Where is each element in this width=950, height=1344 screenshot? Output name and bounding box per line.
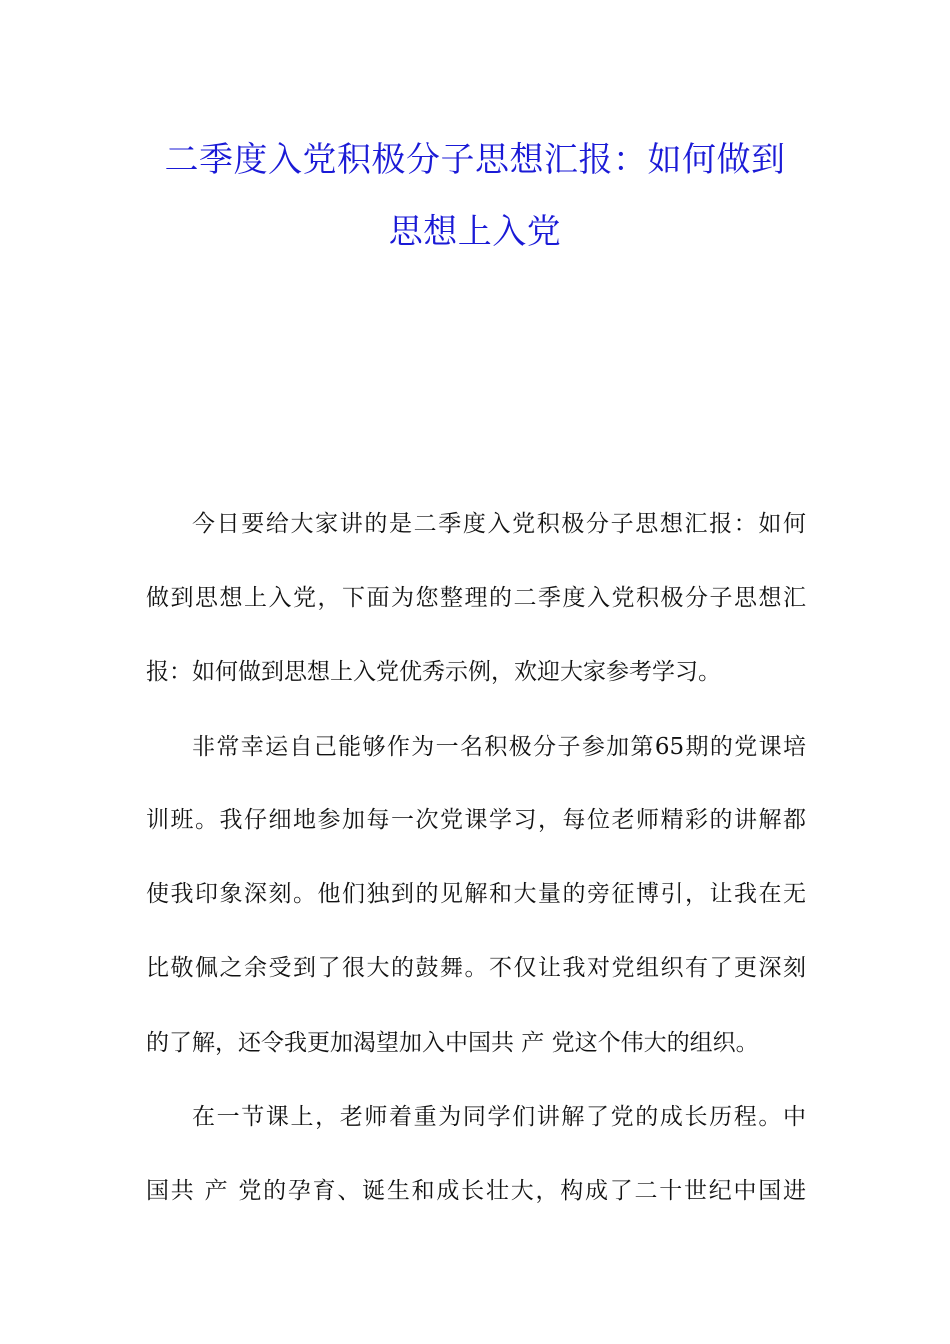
paragraph-1-line-2: 做到思想上入党，下面为您整理的二季度入党积极分子思想汇 (146, 585, 806, 611)
paragraph-1-line-1: 今日要给大家讲的是二季度入党积极分子思想汇报：如何 (192, 511, 806, 537)
paragraph-2-line-4: 比敬佩之余受到了很大的鼓舞。不仅让我对党组织有了更深刻 (146, 955, 806, 981)
paragraph-2-line-3: 使我印象深刻。他们独到的见解和大量的旁征博引，让我在无 (146, 881, 806, 907)
paragraph-3-line-2: 国共 产 党的孕育、诞生和成长壮大，构成了二十世纪中国进 (146, 1178, 806, 1204)
document-title-line-2: 思想上入党 (388, 212, 562, 252)
document-title-line-1: 二季度入党积极分子思想汇报：如何做到 (164, 140, 786, 180)
paragraph-2-line-1: 非常幸运自己能够作为一名积极分子参加第65期的党课培 (192, 734, 806, 760)
paragraph-3-line-1: 在一节课上，老师着重为同学们讲解了党的成长历程。中 (192, 1104, 806, 1130)
paragraph-2-line-5: 的了解，还令我更加渴望加入中国共 产 党这个伟大的组织。 (146, 1030, 759, 1056)
paragraph-2-line-2: 训班。我仔细地参加每一次党课学习，每位老师精彩的讲解都 (146, 807, 806, 833)
paragraph-1-line-3: 报：如何做到思想上入党优秀示例，欢迎大家参考学习。 (146, 659, 721, 685)
